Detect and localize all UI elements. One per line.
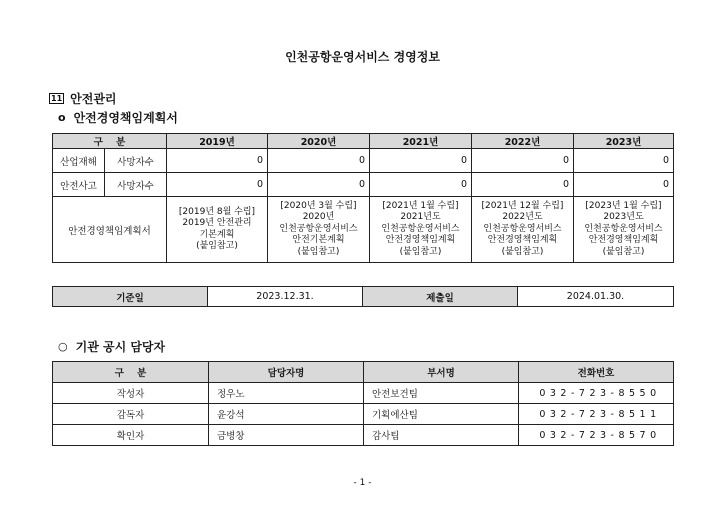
plan-line: 2019년 안전관리 bbox=[182, 218, 252, 228]
plan-line: 기본계획 bbox=[199, 229, 235, 240]
table-row bbox=[53, 404, 674, 425]
plan-line: (붙임참고) bbox=[501, 246, 544, 257]
plan-line: 안전경영책임계획 bbox=[487, 235, 558, 246]
section-title: 안전관리 bbox=[70, 92, 117, 106]
header-year: 2021년 bbox=[370, 134, 472, 149]
plan-line: 2021년도 bbox=[400, 212, 441, 223]
value-cell: 0 bbox=[574, 149, 674, 173]
date-table bbox=[52, 286, 674, 307]
plan-cell bbox=[574, 197, 674, 263]
plan-cell bbox=[167, 197, 268, 263]
plan-line: 인천공항운영서비스 bbox=[381, 223, 460, 234]
header-year: 2023년 bbox=[574, 134, 674, 149]
row-subcategory: 사망자수 bbox=[105, 149, 167, 173]
plan-line: 안전경영책임계획 bbox=[588, 235, 659, 246]
bullet-circle-icon: ○ bbox=[58, 340, 68, 353]
plan-line: [2021년 1월 수립] bbox=[382, 200, 459, 211]
table-header-row bbox=[53, 362, 674, 383]
plan-line: 안전기본계획 bbox=[292, 235, 345, 246]
value-cell: 0 bbox=[370, 149, 472, 173]
page-number: - 1 - bbox=[353, 478, 372, 488]
table-row bbox=[53, 149, 674, 173]
plan-cell bbox=[268, 197, 370, 263]
contact-name: 윤강석 bbox=[209, 404, 364, 425]
header-year: 2019년 bbox=[167, 134, 268, 149]
plan-line: [2019년 8월 수립] bbox=[178, 206, 256, 217]
plan-cell bbox=[370, 197, 472, 263]
table-row bbox=[53, 173, 674, 197]
plan-line: 2023년도 bbox=[603, 212, 644, 223]
plan-line: [2020년 3월 수립] bbox=[280, 200, 357, 211]
plan-line: (붙임참고) bbox=[196, 241, 238, 251]
row-category: 안전사고 bbox=[53, 173, 105, 197]
subsection-heading-plan bbox=[58, 109, 178, 126]
base-date-label: 기준일 bbox=[53, 287, 208, 307]
plan-line: 2020년 bbox=[302, 212, 335, 223]
table-row bbox=[53, 383, 674, 404]
contact-role: 작성자 bbox=[53, 383, 209, 404]
plan-line: [2021년 12월 수립] bbox=[481, 200, 564, 211]
table-row bbox=[53, 425, 674, 446]
contact-phone: 032-723-8550 bbox=[519, 383, 674, 404]
header-category: 구 분 bbox=[53, 362, 209, 383]
subsection-heading-contacts bbox=[58, 338, 165, 355]
value-cell: 0 bbox=[167, 149, 268, 173]
contacts-table bbox=[52, 361, 674, 446]
contact-dept: 감사팀 bbox=[364, 425, 519, 446]
plan-line: 인천공항운영서비스 bbox=[279, 223, 358, 234]
plan-label: 안전경영책임계획서 bbox=[53, 197, 167, 263]
contact-dept: 안전보건팀 bbox=[364, 383, 519, 404]
contact-name: 금병창 bbox=[209, 425, 364, 446]
page-title: 인천공항운영서비스 경영정보 bbox=[285, 50, 440, 64]
submit-date-value: 2024.01.30. bbox=[518, 287, 674, 307]
plan-line: 인천공항운영서비스 bbox=[483, 223, 562, 234]
contact-role: 감독자 bbox=[53, 404, 209, 425]
value-cell: 0 bbox=[167, 173, 268, 197]
value-cell: 0 bbox=[370, 173, 472, 197]
value-cell: 0 bbox=[268, 149, 370, 173]
value-cell: 0 bbox=[574, 173, 674, 197]
header-category: 구 분 bbox=[53, 134, 167, 149]
value-cell: 0 bbox=[268, 173, 370, 197]
subsection-title: 안전경영책임계획서 bbox=[73, 111, 178, 125]
plan-row bbox=[53, 197, 674, 263]
subsection-title: 기관 공시 담당자 bbox=[75, 340, 166, 354]
section-heading-safety bbox=[49, 90, 117, 107]
section-number-box: 11 bbox=[51, 94, 63, 103]
row-category: 산업재해 bbox=[53, 149, 105, 173]
contact-role: 확인자 bbox=[53, 425, 209, 446]
row-subcategory: 사망자수 bbox=[105, 173, 167, 197]
contact-name: 정우노 bbox=[209, 383, 364, 404]
bullet-circle-icon: o bbox=[58, 111, 66, 124]
plan-line: (붙임참고) bbox=[602, 246, 645, 257]
plan-line: (붙임참고) bbox=[399, 246, 442, 257]
submit-date-label: 제출일 bbox=[363, 287, 518, 307]
plan-line: [2023년 1월 수립] bbox=[585, 200, 662, 211]
plan-line: 안전경영책임계획 bbox=[385, 235, 456, 246]
date-row bbox=[53, 287, 674, 307]
base-date-value: 2023.12.31. bbox=[208, 287, 363, 307]
plan-line: 인천공항운영서비스 bbox=[584, 223, 663, 234]
header-year: 2020년 bbox=[268, 134, 370, 149]
contact-phone: 032-723-8570 bbox=[519, 425, 674, 446]
header-phone: 전화번호 bbox=[519, 362, 674, 383]
header-dept: 부서명 bbox=[364, 362, 519, 383]
value-cell: 0 bbox=[472, 149, 574, 173]
contact-dept: 기획에산팀 bbox=[364, 404, 519, 425]
header-year: 2022년 bbox=[472, 134, 574, 149]
safety-table bbox=[52, 133, 674, 263]
plan-line: (붙임참고) bbox=[297, 246, 340, 257]
value-cell: 0 bbox=[472, 173, 574, 197]
header-name: 담당자명 bbox=[209, 362, 364, 383]
contact-phone: 032-723-8511 bbox=[519, 404, 674, 425]
table-header-row bbox=[53, 134, 674, 149]
plan-line: 2022년도 bbox=[502, 212, 543, 223]
plan-cell bbox=[472, 197, 574, 263]
